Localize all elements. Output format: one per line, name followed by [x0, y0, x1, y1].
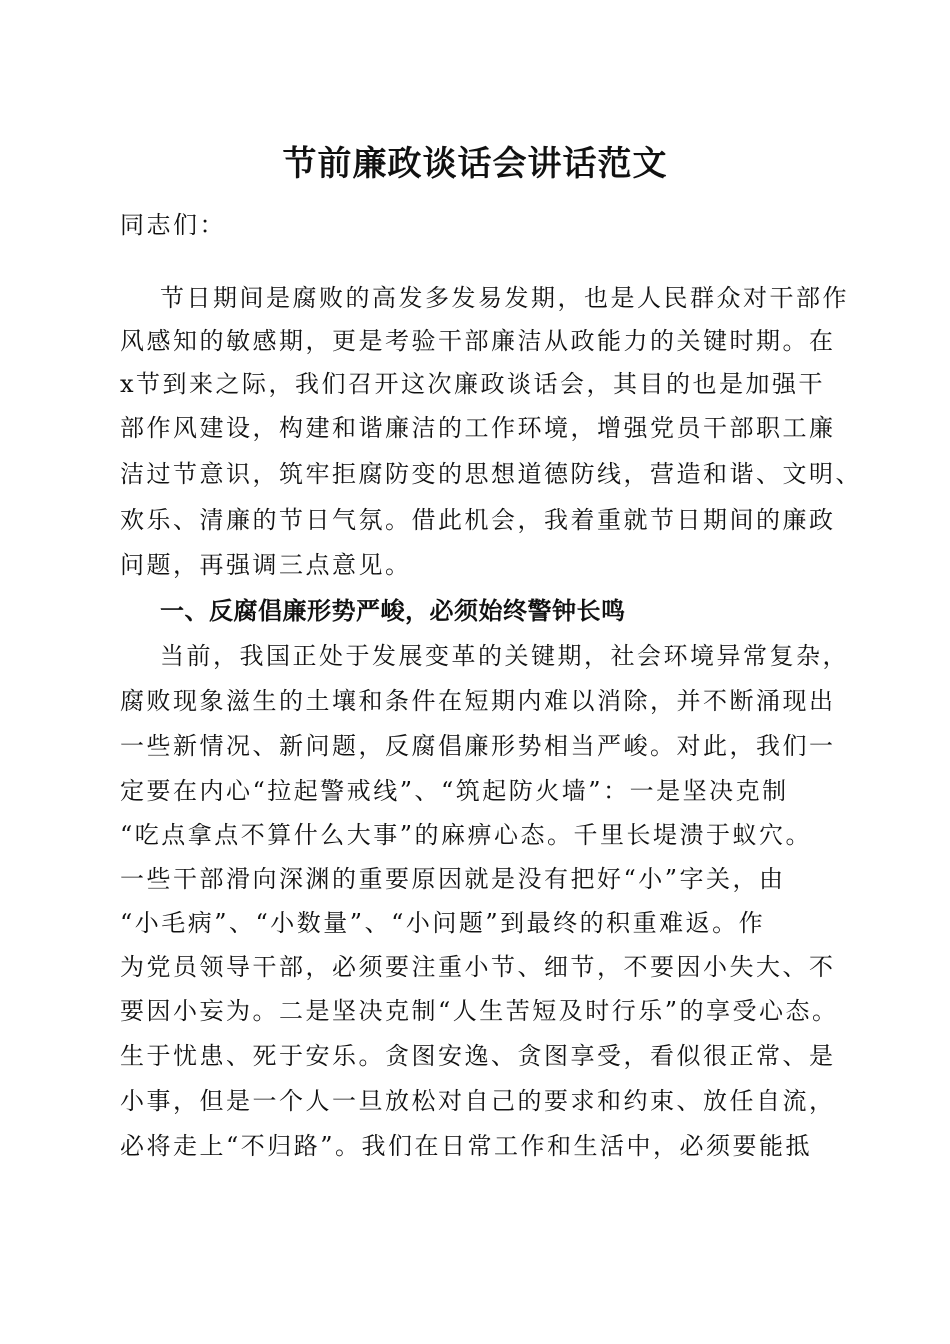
paragraph-line: 一些新情况、新问题，反腐倡廉形势相当严峻。对此，我们一: [120, 732, 836, 760]
paragraph-line: 为党员领导干部，必须要注重小节、细节，不要因小失大、不: [120, 953, 836, 981]
paragraph-line: “吃点拿点不算什么大事”的麻痹心态。千里长堤溃于蚁穴。: [120, 821, 813, 849]
paragraph-line: 必将走上“不归路”。我们在日常工作和生活中，必须要能抵: [120, 1132, 813, 1160]
paragraph-line: 欢乐、清廉的节日气氛。借此机会，我着重就节日期间的廉政: [120, 506, 836, 534]
paragraph-line: 洁过节意识，筑牢拒腐防变的思想道德防线，营造和谐、文明、: [120, 460, 862, 488]
document-title: 节前廉政谈话会讲话范文: [282, 144, 668, 184]
paragraph-line: 节日期间是腐败的高发多发易发期，也是人民群众对干部作: [160, 284, 849, 312]
paragraph-line: “小毛病”、“小数量”、“小问题”到最终的积重难返。作: [120, 909, 766, 937]
paragraph-line: 问题，再强调三点意见。: [120, 551, 412, 579]
section-heading: 一、反腐倡廉形势严峻，必须始终警钟长鸣: [160, 597, 626, 625]
paragraph-line: 一些干部滑向深渊的重要原因就是没有把好“小”字关，由: [120, 865, 786, 893]
paragraph-line: 定要在内心“拉起警戒线”、“筑起防火墙”：一是坚决克制: [120, 777, 789, 805]
paragraph-line: 要因小妄为。二是坚决克制“人生苦短及时行乐”的享受心态。: [120, 997, 839, 1025]
salutation: 同志们：: [120, 211, 226, 239]
paragraph-line: 生于忧患、死于安乐。贪图安逸、贪图享受，看似很正常、是: [120, 1042, 836, 1070]
paragraph-line: 小事，但是一个人一旦放松对自己的要求和约束、放任自流，: [120, 1087, 836, 1115]
paragraph-line: 腐败现象滋生的土壤和条件在短期内难以消除，并不断涌现出: [120, 687, 836, 715]
paragraph-line: 当前，我国正处于发展变革的关键期，社会环境异常复杂，: [160, 642, 849, 670]
paragraph-line: x节到来之际，我们召开这次廉政谈话会，其目的也是加强干: [120, 370, 826, 398]
paragraph-line: 部作风建设，构建和谐廉洁的工作环境，增强党员干部职工廉: [120, 414, 836, 442]
paragraph-line: 风感知的敏感期，更是考验干部廉洁从政能力的关键时期。在: [120, 327, 836, 355]
